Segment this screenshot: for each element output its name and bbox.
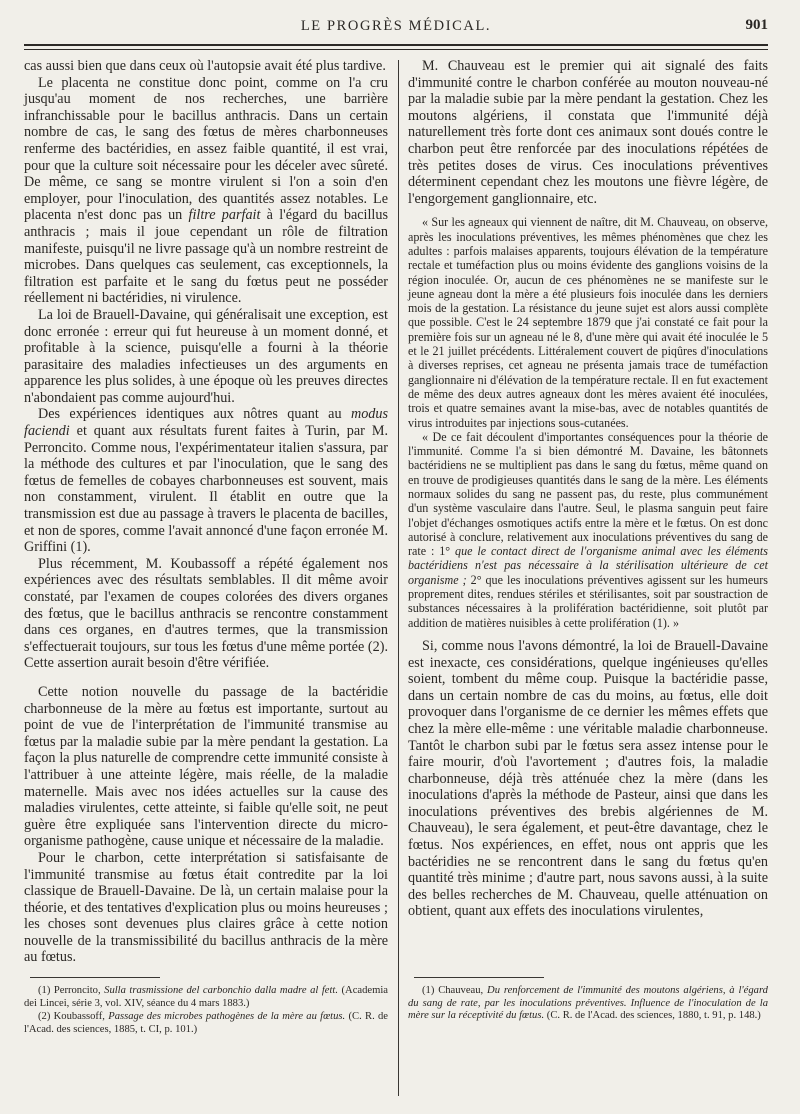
footnote-rule	[30, 977, 160, 978]
right-column	[408, 58, 768, 920]
paragraph: Pour le charbon, cette interprétation si satisfaisante de l'immunité transmise au fœtus était contredite par la loi classique de Brauell-Davaine. De là, un certain malaise pour la théorie, et des tentatives d'explication plus ou moins heureuses ; les choses sont devenues plus claires grâce à cette notion nouvelle de la transmissibilité du bacillus anthracis de la mère au fœtus.	[24, 849, 388, 966]
paragraph: Cette notion nouvelle du passage de la bactéridie charbonneuse de la mère au fœtus est importante, surtout au point de vue de l'interprétation de l'immunité transmise au fœtus par la maladie subie par la mère pendant la gestation. La façon la plus naturelle de comprendre cette immunité consiste à l'attribuer à une atteinte légère, mais réelle, de la maladie maternelle. Mais avec nos idées actuelles sur la cause des maladies virulentes, cette atteinte, si faible qu'elle soit, ne peut guère être expliquée sans l'intervention directe du micro-organisme pathogène, cause unique et nécessaire de la maladie.	[24, 683, 388, 850]
footnote: (2) Koubassoff, Passage des microbes pathogènes de la mère au fœtus. (C. R. de l'Acad. des sciences, 1885, t. CI, p. 101.)	[24, 1011, 388, 1035]
block-quote: « De ce fait découlent d'importantes conséquences pour la théorie de l'immunité. Comme l'a si bien démontré M. Davaine, les bâtonnets bactéridiens ne se multiplient pas dans le sang du fœtus, même quand on en trouve de prodigieuses quantités dans le sang de la mère. Les éléments normaux solides du sang ne passent pas, du reste, plus communément d'un système vasculaire dans l'autre. Seul, le plasma sanguin peut faire l'objet d'échanges osmotiques actifs entre la mère et le fœtus. On est donc autorisé à conclure, relativement aux inoculations préventives du sang de rate : 1° que le contact direct de l'organisme animal avec les éléments bactéridiens n'est pas nécessaire à la stérilisation ultérieure de cet organisme ; 2° que les inoculations préventives agissent sur les humeurs proprement dites, rendues stériles et stérilisantes, soit par soustraction de substances nécessaires à la prolifération bactéridienne, soit plutôt par addition de matières nuisibles à cette prolifération (1). »	[408, 429, 769, 630]
block-quote: « Sur les agneaux qui viennent de naître, dit M. Chauveau, on observe, après les inoculations préventives, les mêmes phénomènes que chez les adultes : parfois malaises apparents, toujours élévation de la température rectale et tuméfaction plus ou moins évidente des ganglions voisins de la région inoculée. Or, aucun de ces phénomènes ne se manifeste sur le jeune agneau dont la mère a été plusieurs fois inoculée dans les derniers mois de la gestation. La résistance du jeune sujet est alors aussi complète que possible. C'est le 24 septembre 1879 que j'ai constaté ce fait pour la première fois sur un agneau né le 8, d'une mère qui avait été inoculée le 5 et le 21 juillet précédents. Littéralement couvert de piqûres d'inoculations à diverses reprises, cet agneau ne présenta jamais trace de tuméfaction ganglionnaire ni d'élévation de la température rectale. Il en fut exactement de même des deux autres agneaux dont les mères avaient été inoculées, trois et quatre semaines avant la mise-bas, avec de notables quantités de virus introduites par injections sous-cutanées.	[408, 215, 768, 430]
footnote: (1) Chauveau, Du renforcement de l'immunité des moutons algériens, à l'égard du sang de rate, par les inoculations préventives. Influence de l'inoculation de la mère sur la réceptivité du fœtus. (C. R. de l'Acad. des sciences, 1880, t. 91, p. 148.)	[408, 985, 768, 1022]
italic-phrase: modus faciendi	[24, 406, 389, 440]
paragraph: cas aussi bien que dans ceux où l'autopsie avait été plus tardive.	[24, 58, 386, 74]
journal-title: LE PROGRÈS MÉDICAL.	[300, 18, 492, 34]
paragraph: Des expériences identiques aux nôtres quant au modus faciendi et quant aux résultats furent faites à Turin, par M. Perroncito. Comme nous, l'expérimentateur italien s'assura, par la méthode des cultures et par l'inoculation, que le sang des fœtus de femelles de cobayes charbonneuses est souvent, mais non constamment, virulent. Il établit en outre que la transmission est due au passage à travers le placenta de bacilles, et non de spores, comme l'avait annoncé d'une façon erronée M. Griffini (1).	[24, 406, 389, 556]
left-column	[24, 58, 388, 966]
paragraph: Si, comme nous l'avons démontré, la loi de Brauell-Davaine est inexacte, ces considérations, quelque ingénieuses qu'elles soient, tombent du même coup. Puisque la bactéridie passe, dans un certain nombre de cas du moins, au fœtus, elle doit provoquer dans l'organisme de ce dernier les mêmes effets que chez la mère elle-même : une véritable maladie charbonneuse. Tantôt le charbon subi par le fœtus sera assez intense pour le faire mourir, d'où l'avortement ; d'autres fois, la maladie charbonneuse, déjà très atténuée chez la mère (dans les inoculations d'après la méthode de Pasteur, ainsi que dans les inoculations préventives des brebis algériennes de M. Chauveau), le sera également, et peut-être davantage, chez le fœtus. Nos expériences, en effet, nous ont appris que les bactéridies ne se rencontrent dans le sang du fœtus qu'en quantité très minime ; d'autre part, nous savons aussi, à la suite des belles recherches de M. Chauveau, quelle atténuation on obtient, quant aux effets des inoculations virulentes,	[408, 637, 768, 920]
footnote: (1) Perroncito, Sulla trasmissione del carbonchio dalla madre al fett. (Academia dei Lincei, série 3, vol. XIV, séance du 4 mars 1883.)	[24, 985, 388, 1009]
header-rule-thick	[24, 44, 768, 46]
column-divider	[398, 60, 399, 1096]
page-number: 901	[745, 17, 768, 33]
paragraph: Le placenta ne constitue donc point, comme on l'a cru jusqu'au moment de nos recherches, une barrière infranchissable pour le bacillus anthracis. Dans un certain nombre de cas, le sang des fœtus de mères charbonneuses renferme des bactéridies, en assez faible quantité, il est vrai, pour que la culture soit nécessaire pour les déceler avec sûreté. De même, ce sang se montre virulent si l'on a soin d'en employer, pour l'inoculation, des quantités assez notables. Le placenta n'est donc pas un filtre parfait à l'égard du bacillus anthracis ; mais il joue cependant un rôle de filtration manifeste, puisqu'il ne livre passage qu'à un nombre restreint de microbes. Dans quelques cas seulement, cas exceptionnels, la filtration est parfaite et le sang du fœtus peut ne posséder réellement ni bactéridies, ni virulence.	[24, 74, 388, 307]
paragraph: La loi de Brauell-Davaine, qui généralisait une exception, est donc erronée : erreur qui fut heureuse à un moment donné, et profitable à la science, puisqu'elle a fourni à la théorie parasitaire des maladies infectieuses un des arguments en apparence les plus solides, à une époque où les preuves directes n'abondaient pas comme aujourd'hui.	[24, 306, 388, 406]
paragraph: Plus récemment, M. Koubassoff a répété également nos expériences avec des résultats semblables. Il dit même avoir constaté, par l'examen de coupes colorées des divers organes des fœtus, que le bacillus anthracis se rencontre constamment dans ces organes, en d'autres termes, que la transmission s'effectuerait toujours, sur tous les fœtus d'une même portée (2). Cette assertion aurait besoin d'être vérifiée.	[24, 555, 388, 672]
footnote-rule	[414, 977, 544, 978]
italic-phrase: que le contact direct de l'organisme animal avec les éléments bactéridiens n'est pas nécessaire à la stérilisation ultérieure de cet organisme ;	[408, 544, 768, 587]
footnotes-right	[408, 985, 768, 1024]
header-rule-thin	[24, 49, 768, 50]
italic-phrase: filtre parfait	[188, 207, 261, 224]
footnotes-left	[24, 985, 388, 1037]
paragraph: M. Chauveau est le premier qui ait signalé des faits d'immunité contre le charbon conférée au mouton nouveau-né par la maladie subie par la mère pendant la gestation. Chez les moutons algériens, il constata que l'immunité déjà naturellement très forte dont ces animaux sont doués contre le charbon peut être renforcée par des inoculations répétées de très petites doses de virus. Ces inoculations préventives déterminent cependant chez les moutons une fièvre légère, de l'engorgement ganglionnaire, etc.	[408, 58, 768, 207]
running-header	[24, 18, 768, 42]
